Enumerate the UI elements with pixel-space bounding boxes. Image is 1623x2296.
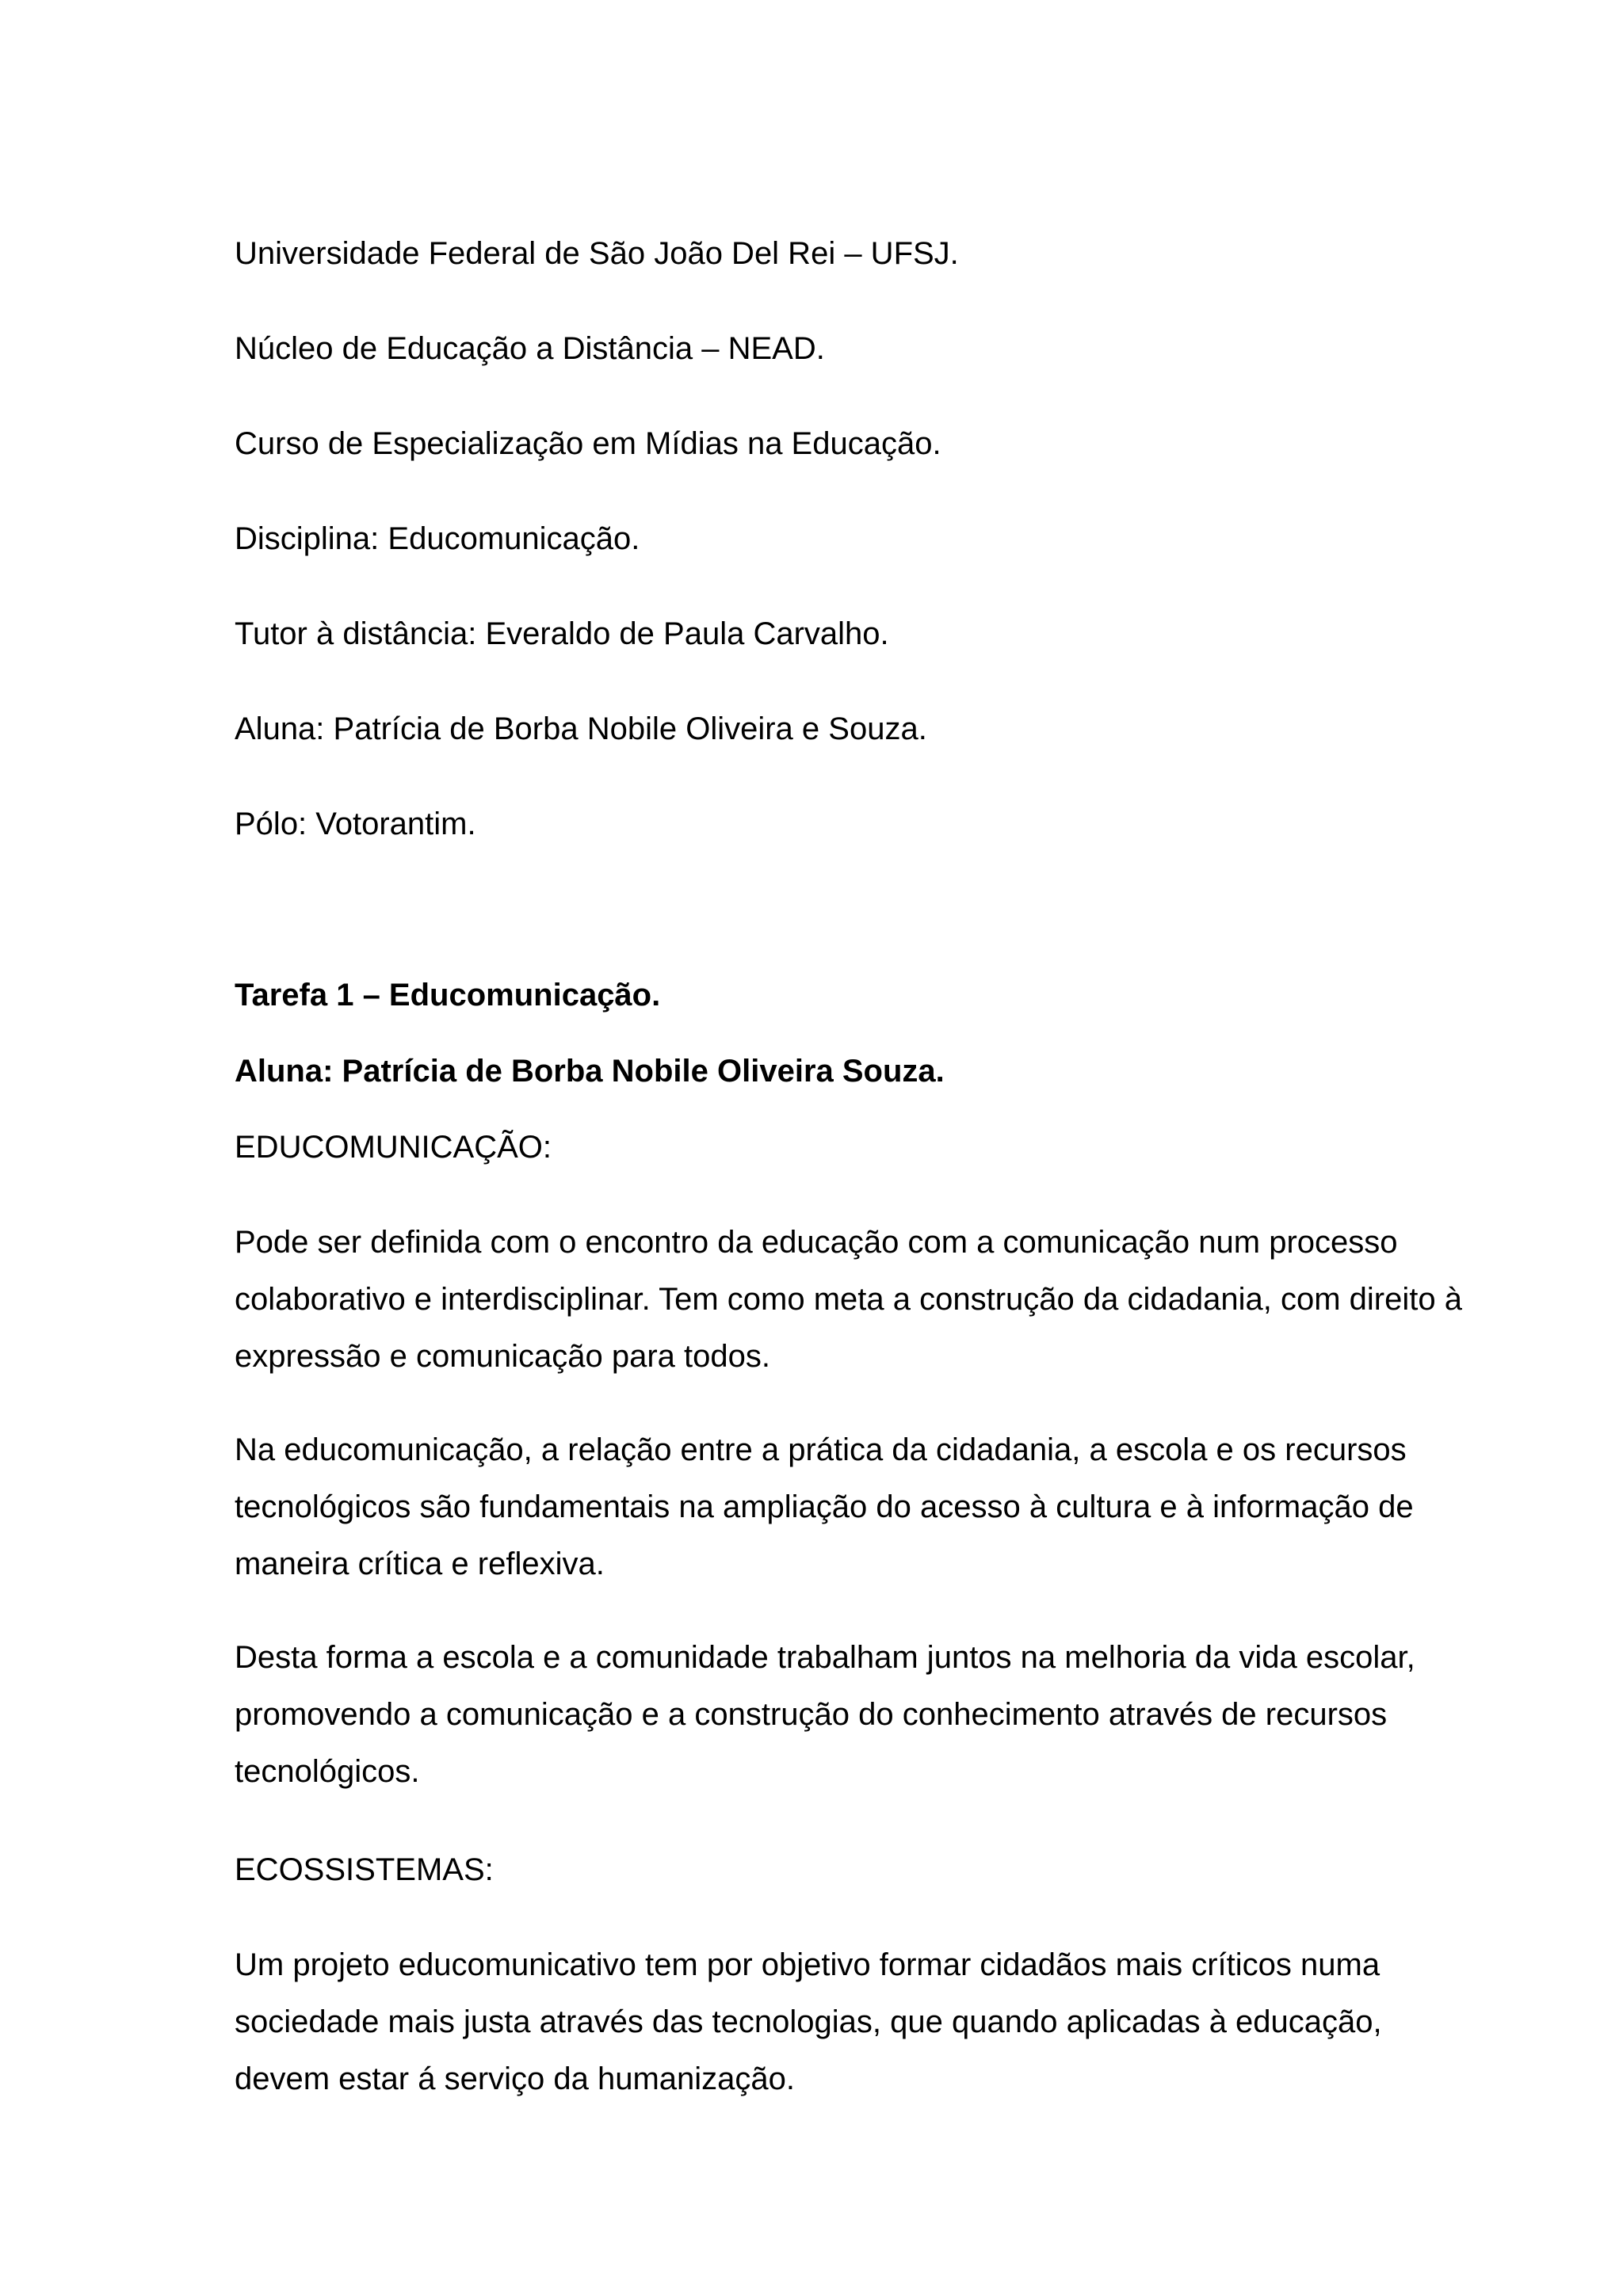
pole-line: Pólo: Votorantim. [235,807,476,841]
university-line: Universidade Federal de São João Del Rei – UFSJ. [235,236,959,271]
task-title: Tarefa 1 – Educomunicação. [235,978,661,1013]
course-line: Curso de Especialização em Mídias na Educação. [235,426,941,461]
nucleus-line: Núcleo de Educação a Distância – NEAD. [235,331,825,366]
paragraph-definicao: Pode ser definida com o encontro da educação com a comunicação num processo colaborativo e interdisciplinar. Tem como meta a construção da cidadania, com direito à expressão e comunicação para todos. [235,1225,1462,1374]
section-heading-ecossistemas: ECOSSISTEMAS: [235,1852,494,1887]
paragraph-projeto: Um projeto educomunicativo tem por objetivo formar cidadãos mais críticos numa sociedade mais justa através das tecnologias, que quando aplicadas à educação, devem estar á serviço da humanização. [235,1947,1382,2096]
paragraph-relacao: Na educomunicação, a relação entre a prática da cidadania, a escola e os recursos tecnológicos são fundamentais na ampliação do acesso à cultura e à informação de maneira crítica e reflexiva. [235,1432,1414,1581]
discipline-line: Disciplina: Educomunicação. [235,521,640,556]
paragraph-escola-comunidade: Desta forma a escola e a comunidade trabalham juntos na melhoria da vida escolar, promovendo a comunicação e a construção do conhecimento através de recursos tecnológicos. [235,1640,1415,1789]
task-student: Aluna: Patrícia de Borba Nobile Oliveira Souza. [235,1054,945,1089]
section-heading-educomunicacao: EDUCOMUNICAÇÃO: [235,1130,552,1165]
tutor-line: Tutor à distância: Everaldo de Paula Carvalho. [235,616,889,651]
student-line: Aluna: Patrícia de Borba Nobile Oliveira e Souza. [235,711,927,746]
